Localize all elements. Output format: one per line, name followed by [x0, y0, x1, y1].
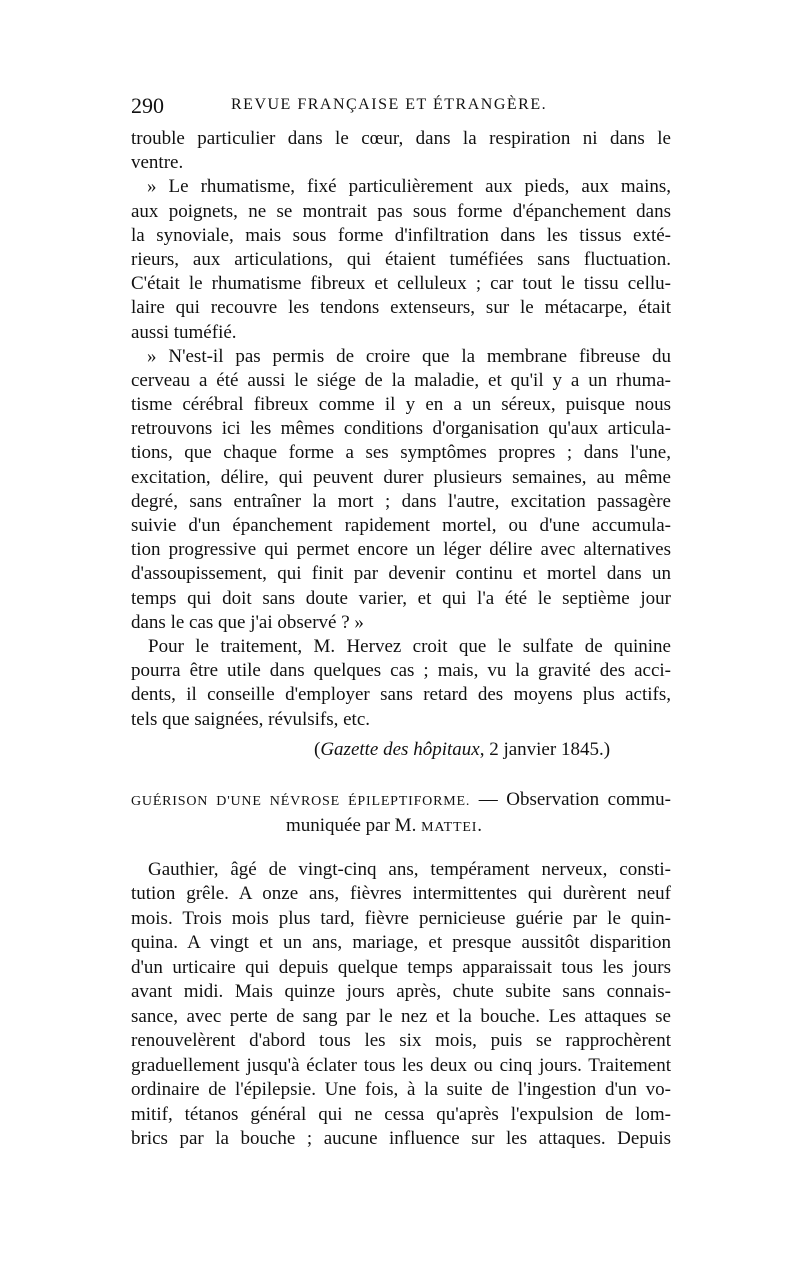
page-number: 290 [131, 93, 164, 118]
citation-journal: Gazette des hôpitaux [320, 738, 480, 760]
text-line: aux poignets, ne se montrait pas sous forme d'épanchement dans [131, 200, 671, 222]
section-heading-line [131, 814, 671, 841]
text-line: aussi tuméfié. [131, 321, 237, 343]
text-line: temps qui doit sans doute varier, et qui l'a été le septième jour [131, 587, 671, 609]
section-heading-subtitle: — Observation commu- [470, 788, 671, 810]
citation-open: ( [314, 738, 321, 760]
section-heading [131, 788, 671, 841]
source-citation [131, 738, 671, 762]
text-line: ventre. [131, 152, 184, 174]
text-line: laire qui recouvre les tendons extenseurs, sur le métacarpe, était [131, 297, 671, 319]
text-line: dents, il conseille d'employer sans retard des moyens plus actifs, [131, 684, 671, 706]
text-line: cerveau a été aussi le siége de la maladie, et qu'il y a un rhuma- [131, 369, 671, 391]
text-line: quina. A vingt et un ans, mariage, et presque aussitôt disparition [131, 932, 671, 954]
section-heading-author: MATTEI [421, 820, 478, 836]
text-line: Pour le traitement, M. Hervez croit que le sulfate de quinine [148, 635, 671, 657]
text-line: excitation, délire, qui peuvent durer plusieurs semaines, au même [131, 466, 671, 488]
text-line: dans le cas que j'ai observé ? » [131, 611, 364, 633]
text-line: Gauthier, âgé de vingt-cinq ans, tempérament nerveux, consti- [148, 858, 671, 880]
text-line: retrouvons ici les mêmes conditions d'organisation qu'aux articula- [131, 418, 671, 440]
text-line: trouble particulier dans le cœur, dans la respiration ni dans le [131, 128, 671, 149]
section-heading-line [131, 788, 671, 815]
text-line: brics par la bouche ; aucune influence sur les attaques. Depuis [131, 1128, 671, 1150]
text-line: tion progressive qui permet encore un léger délire avec alternatives [131, 539, 671, 561]
body-text [131, 127, 671, 732]
text-line: » N'est-il pas permis de croire que la membrane fibreuse du [147, 345, 671, 367]
book-page [131, 93, 671, 1152]
text-line: tisme cérébral fibreux comme il y en a un séreux, puisque nous [131, 394, 671, 416]
text-line: tions, que chaque forme a ses symptômes propres ; dans l'une, [131, 442, 671, 464]
text-line: mois. Trois mois plus tard, fièvre pernicieuse guérie par le quin- [131, 907, 671, 929]
running-head [131, 93, 671, 119]
text-line: tution grêle. A onze ans, fièvres intermittentes qui durèrent neuf [131, 883, 671, 905]
section-heading-byline: muniquée par M. [286, 815, 422, 837]
text-line: mitif, tétanos général qui ne cessa qu'après l'expulsion de lom- [131, 1103, 671, 1125]
text-line: C'était le rhumatisme fibreux et celluleux ; car tout le tissu cellu- [131, 273, 671, 295]
section-body-text [131, 858, 671, 1152]
text-line: ordinaire de l'épilepsie. Une fois, à la suite de l'ingestion d'un vo- [131, 1079, 671, 1101]
text-line: la synoviale, mais sous forme d'infiltration dans les tissus exté- [131, 224, 671, 246]
citation-date: , 2 janvier 1845.) [479, 738, 611, 760]
section-heading-title: GUÉRISON D'UNE NÉVROSE ÉPILEPTIFORME. [131, 793, 471, 809]
text-line: renouvelèrent d'abord tous les six mois, puis se rapprochèrent [131, 1030, 671, 1052]
text-line: avant midi. Mais quinze jours après, chute subite sans connais- [131, 981, 671, 1003]
running-title: REVUE FRANÇAISE ET ÉTRANGÈRE. [231, 96, 548, 113]
text-line: d'un urticaire qui depuis quelque temps apparaissait tous les jours [131, 956, 671, 978]
text-line: graduellement jusqu'à éclater tous les deux ou cinq jours. Traitement [131, 1054, 671, 1076]
text-line: sance, avec perte de sang par le nez et la bouche. Les attaques se [131, 1005, 671, 1027]
text-line: tels que saignées, révulsifs, etc. [131, 708, 371, 730]
text-line: pourra être utile dans quelques cas ; mais, vu la gravité des acci- [131, 660, 671, 682]
text-line: » Le rhumatisme, fixé particulièrement aux pieds, aux mains, [147, 176, 671, 198]
text-line: suivie d'un épanchement rapidement mortel, ou d'une accumula- [131, 515, 671, 536]
text-line: degré, sans entraîner la mort ; dans l'autre, excitation passagère [131, 490, 671, 512]
text-line: d'assoupissement, qui finit par devenir continu et mortel dans un [131, 563, 671, 585]
section-heading-end: . [477, 815, 482, 837]
text-line: rieurs, aux articulations, qui étaient tuméfiées sans fluctuation. [131, 248, 671, 270]
